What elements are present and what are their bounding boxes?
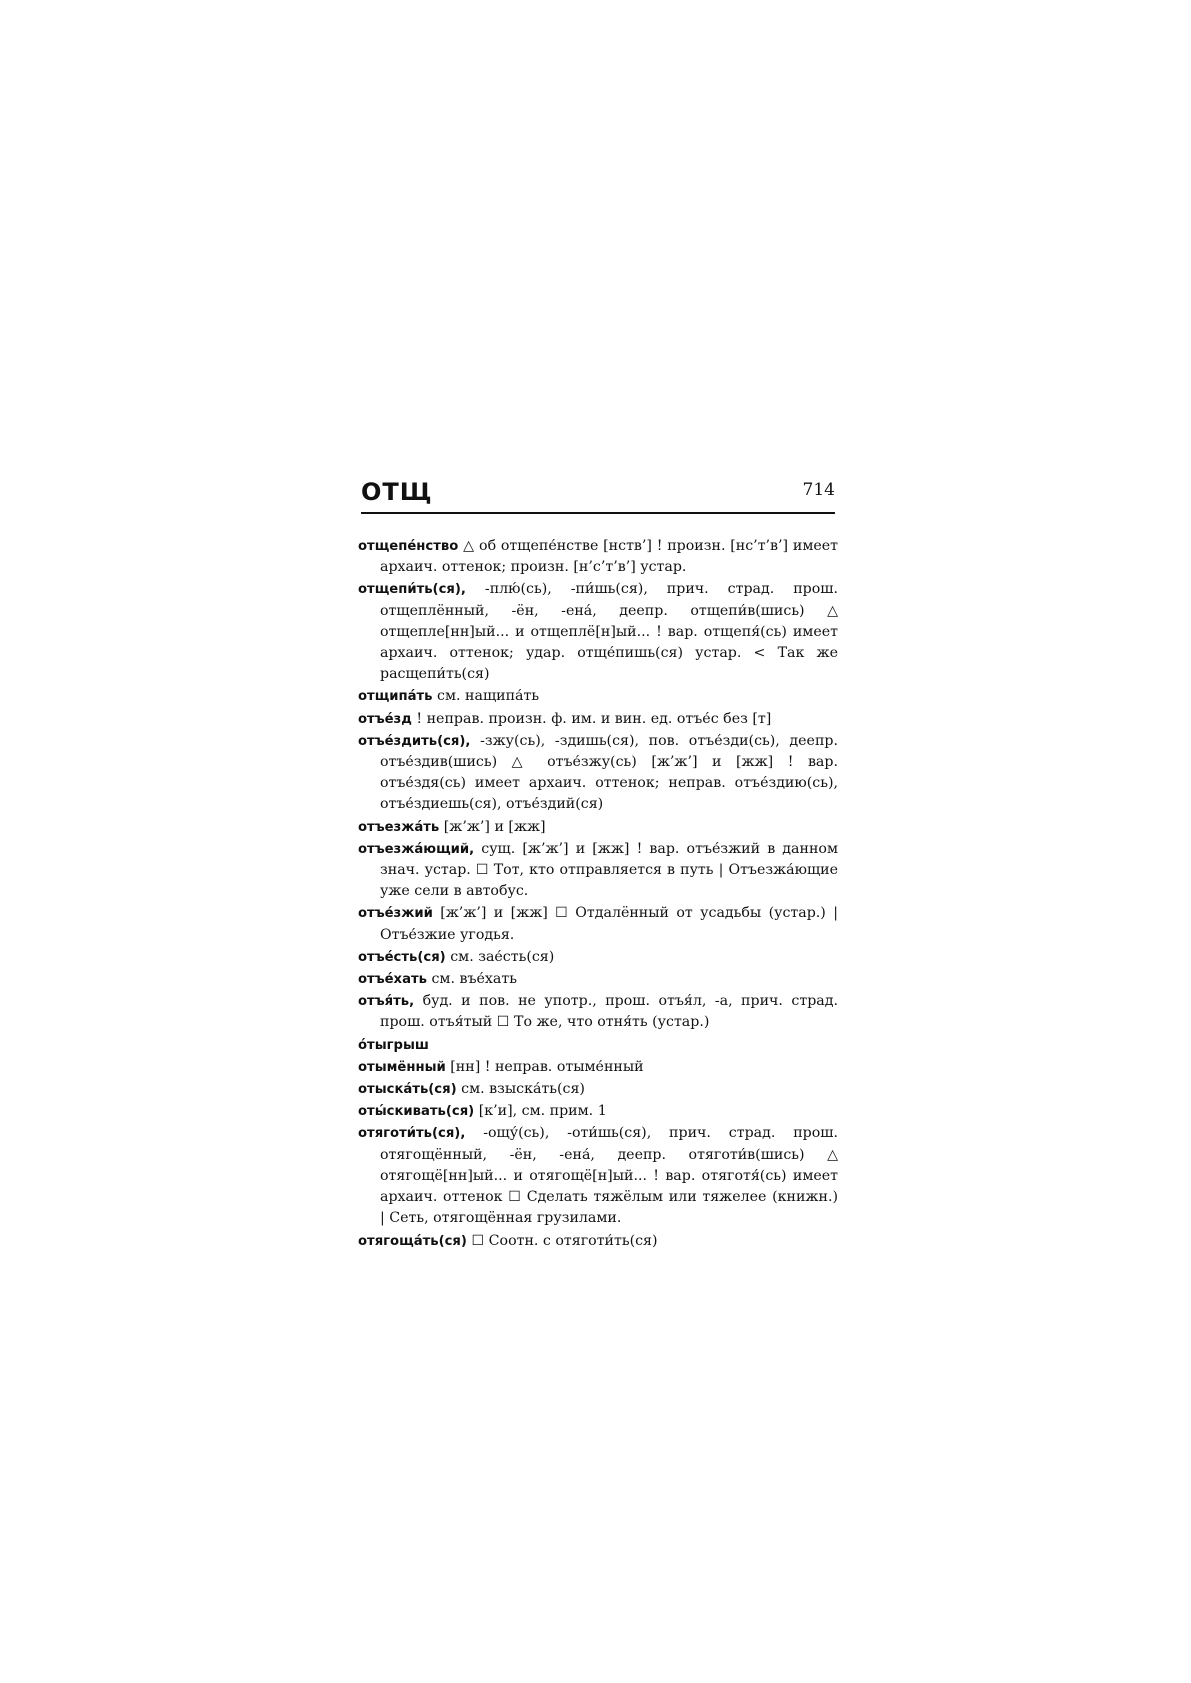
entry-body: см. въе́хать <box>431 971 517 988</box>
dictionary-entry <box>358 969 838 990</box>
dictionary-entry <box>358 991 838 1033</box>
entry-body: [к’и], см. прим. 1 <box>478 1103 607 1120</box>
headword: отъезжа́ющий, <box>358 841 475 857</box>
dictionary-entry <box>358 1079 838 1100</box>
headword: отъезжа́ть <box>358 819 440 835</box>
running-head: ОТЩ <box>361 478 433 506</box>
headword: оты́скивать(ся) <box>358 1104 475 1120</box>
entry-body: [ж’ж’] и [жж] ☐ Отдалённый от усадьбы (устар.) | Отъе́зжие угодья. <box>380 905 839 943</box>
dictionary-entry <box>358 1101 838 1122</box>
dictionary-entry <box>358 947 838 968</box>
headword: отягоща́ть(ся) <box>358 1233 467 1249</box>
dictionary-entry <box>358 1057 838 1078</box>
dictionary-entry <box>358 903 838 945</box>
entry-body: ☐ Соотн. с отяготи́ть(ся) <box>471 1232 658 1249</box>
headword: отыска́ть(ся) <box>358 1082 457 1098</box>
dictionary-entry <box>358 1035 838 1056</box>
dictionary-entry <box>358 817 838 838</box>
headword: отъе́зд <box>358 711 412 727</box>
headword: отяготи́ть(ся), <box>358 1126 466 1142</box>
header-rule <box>361 512 835 514</box>
headword: отъе́здить(ся), <box>358 733 471 749</box>
headword: отщепи́ть(ся), <box>358 582 466 598</box>
dictionary-entry <box>358 731 838 816</box>
entry-body: -ощу́(сь), -оти́шь(ся), прич. страд. прош. отягощённый, -ён, -ена́, деепр. отяготи́в(шись) △ отягощё[нн]ый... и отягощё[н]ый... ! вар. отяготя́(сь) имеет архаич. оттенок ☐ Сделать тяжёлым или тяжелее (книжн.) | Сеть, отягощённая грузилами. <box>380 1125 839 1227</box>
headword: отщепе́нство <box>358 539 459 554</box>
entry-list <box>358 536 838 1253</box>
headword: о́тыгрыш <box>358 1037 429 1053</box>
entry-body: см. взыска́ть(ся) <box>461 1081 585 1098</box>
page-header <box>361 478 835 514</box>
headword: отщипа́ть <box>358 689 433 705</box>
page-number: 714 <box>802 480 835 500</box>
dictionary-entry <box>358 1231 838 1252</box>
dictionary-entry <box>358 1123 838 1229</box>
entry-body: см. зае́сть(ся) <box>450 948 555 965</box>
headword: отъе́сть(ся) <box>358 949 446 965</box>
headword: отъя́ть, <box>358 994 415 1010</box>
dictionary-entry <box>358 709 838 730</box>
dictionary-entry <box>358 579 838 685</box>
headword: отымённый <box>358 1059 446 1075</box>
entry-body: △ об отщепе́нстве [нств’] ! произн. [нс’т’в’] имеет архаич. оттенок; произн. [н’с’т’в’] устар. <box>380 538 838 576</box>
entry-body: буд. и пов. не употр., прош. отъя́л, -а, прич. страд. прош. отъя́тый ☐ То же, что отня́ть (устар.) <box>380 993 838 1031</box>
entry-body: [нн] ! неправ. отыме́нный <box>450 1058 644 1075</box>
entry-body: ! неправ. произн. ф. им. и вин. ед. отъе́с без [т] <box>416 710 772 727</box>
headword: отъе́хать <box>358 972 427 988</box>
dictionary-entry <box>358 839 838 903</box>
dictionary-entry <box>358 536 838 578</box>
dictionary-entry <box>358 686 838 707</box>
entry-body: [ж’ж’] и [жж] <box>443 818 546 835</box>
entry-body: -зжу(сь), -здишь(ся), пов. отъе́зди(сь), деепр. отъе́здив(шись) △ отъе́зжу(сь) [ж’ж’] и [жж] ! вар. отъе́здя(сь) имеет архаич. оттенок; неправ. отъе́здию(сь), отъе́здиешь(ся), отъе́здий(ся) <box>380 732 838 813</box>
entry-body: -плю́(сь), -пи́шь(ся), прич. страд. прош. отщеплённый, -ён, -ена́, деепр. отщепи́в(шись) △ отщепле[нн]ый... и отщеплё[н]ый... ! вар. отщепя́(сь) имеет архаич. оттенок; удар. отще́пишь(ся) устар. < Так же расщепи́ть(ся) <box>380 581 838 683</box>
entry-body: см. нащипа́ть <box>437 688 540 705</box>
entry-body: сущ. [ж’ж’] и [жж] ! вар. отъе́зжий в данном знач. устар. ☐ Тот, кто отправляется в путь | Отъезжа́ющие уже сели в автобус. <box>380 840 838 900</box>
headword: отъе́зжий <box>358 906 433 922</box>
